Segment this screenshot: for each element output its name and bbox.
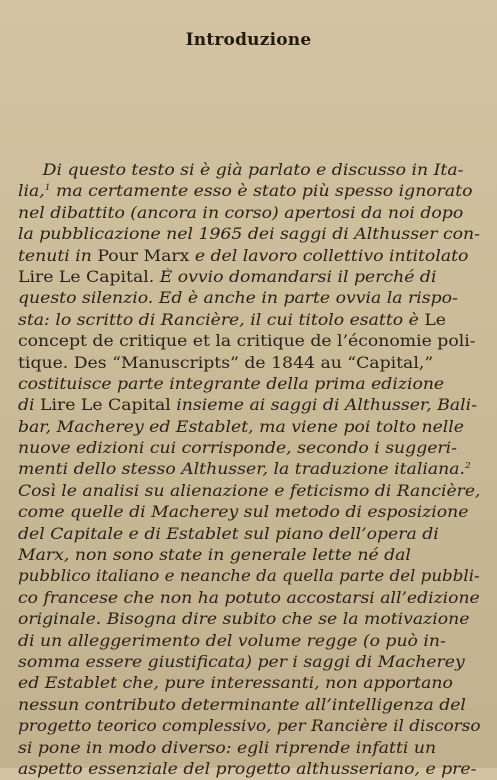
text-line (18, 759, 497, 780)
text-line (18, 331, 497, 352)
text-line (18, 288, 497, 309)
text-run: bar, Macherey ed Establet, ma viene poi tolto nelle (18, 417, 465, 436)
text-line (18, 246, 497, 267)
text-run: del Capitale e di Establet sul piano dell’opera di (18, 524, 439, 543)
text-line (18, 310, 497, 331)
text-run: aspetto essenziale del progetto althusseriano, e pre- (18, 759, 477, 778)
text-run: di (18, 396, 41, 415)
text-line (18, 588, 497, 609)
text-line (18, 459, 497, 480)
text-run: e del lavoro collettivo intitolato (189, 246, 469, 265)
text-run: Marx, non sono state in generale lette né dal (18, 546, 411, 565)
text-run: tique. Des “Manuscripts” de 1844 au “Capital,” (18, 353, 434, 372)
text-run: nessun contributo determinante all’intelligenza del (18, 695, 466, 714)
text-run: nel dibattito (ancora in corso) apertosi da noi dopo (18, 203, 464, 222)
text-run: . È ovvio domandarsi il perché di (148, 267, 437, 286)
text-run: Le (424, 310, 446, 329)
text-run: costituisce parte integrante della prima edizione (18, 374, 445, 393)
text-run: progetto teorico complessivo, per Rancière il discorso (18, 717, 481, 736)
text-run: somma essere giustificata) per i saggi di Macherey (18, 652, 465, 671)
text-line (18, 181, 497, 202)
text-run: la pubblicazione nel 1965 dei saggi di Althusser con- (18, 225, 480, 244)
text-run: insieme ai saggi di Althusser, Bali- (170, 396, 478, 415)
text-line (18, 353, 497, 374)
footnote-marker[interactable]: 1 (44, 183, 51, 193)
text-line (18, 374, 497, 395)
text-run: Lire Le Capital (18, 267, 149, 286)
text-line (18, 267, 497, 288)
text-run: ma certamente esso è stato più spesso ignorato (50, 182, 473, 201)
text-line (18, 395, 497, 416)
text-line (18, 203, 497, 224)
text-line (18, 502, 497, 523)
text-run: tenuti in (18, 246, 98, 265)
text-line (18, 738, 497, 759)
text-run: Lire Le Capital (40, 396, 171, 415)
text-line (18, 524, 497, 545)
text-run: Così le analisi su alienazione e feticismo di Rancière, (18, 481, 481, 500)
text-run: ed Establet che, pure interessanti, non apportano (18, 674, 453, 693)
text-line (18, 609, 497, 630)
text-line (18, 695, 497, 716)
text-run: sta: lo scritto di Rancière, il cui titolo esatto è (18, 310, 425, 329)
text-run: come quelle di Macherey sul metodo di esposizione (18, 503, 469, 522)
text-run: si pone in modo diverso: egli riprende infatti un (18, 738, 437, 757)
text-run: co francese che non ha potuto accostarsi all’edizione (18, 588, 480, 607)
text-line (18, 716, 497, 737)
text-run: concept de critique et la critique de l’économie poli- (18, 332, 476, 351)
footnote-marker[interactable]: 2 (464, 461, 471, 471)
text-line (18, 417, 497, 438)
text-run: lia, (18, 182, 45, 201)
text-line (18, 631, 497, 652)
text-run: nuove edizioni cui corrisponde, secondo i suggeri- (18, 439, 458, 458)
text-run: Pour Marx (97, 246, 190, 265)
text-run: questo silenzio. Ed è anche in parte ovvia la rispo- (18, 289, 458, 308)
body-text (18, 160, 497, 780)
text-run: di un alleggerimento del volume regge (o può in- (18, 631, 446, 650)
text-run: menti dello stesso Althusser, la traduzione italiana. (18, 460, 465, 479)
text-line (18, 545, 497, 566)
chapter-heading: Introduzione (185, 30, 312, 50)
text-line (18, 481, 497, 502)
text-line (18, 673, 497, 694)
text-line (18, 160, 497, 181)
text-run: pubblico italiano e neanche da quella parte del pubbli- (18, 567, 480, 586)
text-line (18, 652, 497, 673)
text-line (18, 224, 497, 245)
text-line (18, 566, 497, 587)
text-line (18, 438, 497, 459)
text-run: Di questo testo si è già parlato e discusso in Ita- (42, 161, 464, 179)
text-run: originale. Bisogna dire subito che se la motivazione (18, 610, 470, 629)
